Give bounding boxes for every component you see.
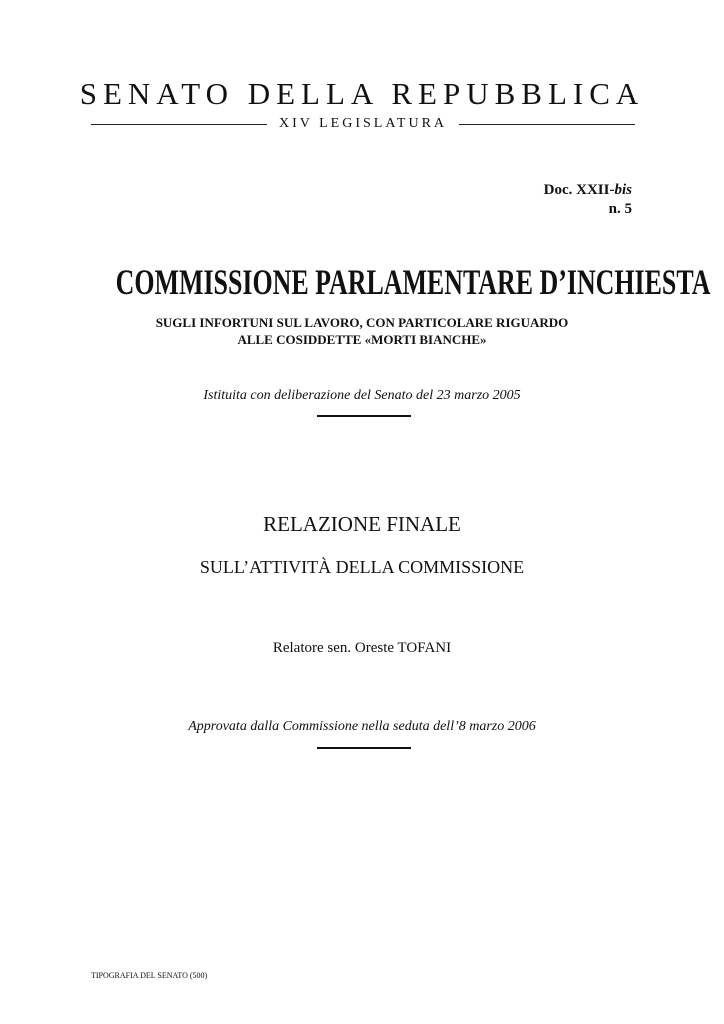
commission-title-text: COMMISSIONE PARLAMENTARE D’INCHIESTA: [115, 262, 711, 302]
commission-subtitle-line-2: ALLE COSIDDETTE «MORTI BIANCHE»: [237, 332, 487, 347]
right-rule: [459, 124, 635, 125]
approval-note: Approvata dalla Commissione nella seduta dell’8 marzo 2006: [188, 719, 536, 734]
report-title: RELAZIONE FINALE: [263, 512, 461, 536]
rapporteur: Relatore sen. Oreste TOFANI: [272, 640, 452, 656]
established-note: Istituita con deliberazione del Senato del 23 marzo 2005: [203, 388, 521, 403]
doc-prefix: Doc. XXII-: [543, 182, 615, 198]
commission-subtitle-line-1: SUGLI INFORTUNI SUL LAVORO, CON PARTICOLARE RIGUARDO: [155, 315, 569, 330]
report-subtitle: SULL’ATTIVITÀ DELLA COMMISSIONE: [199, 557, 525, 577]
doc-number: n. 5: [608, 201, 632, 217]
commission-subtitle: [0, 314, 724, 348]
printer-footer: TIPOGRAFIA DEL SENATO (500): [91, 971, 208, 980]
left-rule: [91, 124, 267, 125]
legislature-label: XIV LEGISLATURA: [279, 116, 448, 131]
doc-suffix: bis: [614, 182, 632, 198]
divider-rule-2: [317, 747, 411, 749]
legislature-row: [91, 114, 635, 134]
institution-title: SENATO DELLA REPUBBLICA: [79, 76, 645, 111]
commission-title: [0, 262, 724, 302]
document-reference: [544, 181, 632, 219]
divider-rule-1: [317, 415, 411, 417]
doc-code: [544, 181, 632, 200]
